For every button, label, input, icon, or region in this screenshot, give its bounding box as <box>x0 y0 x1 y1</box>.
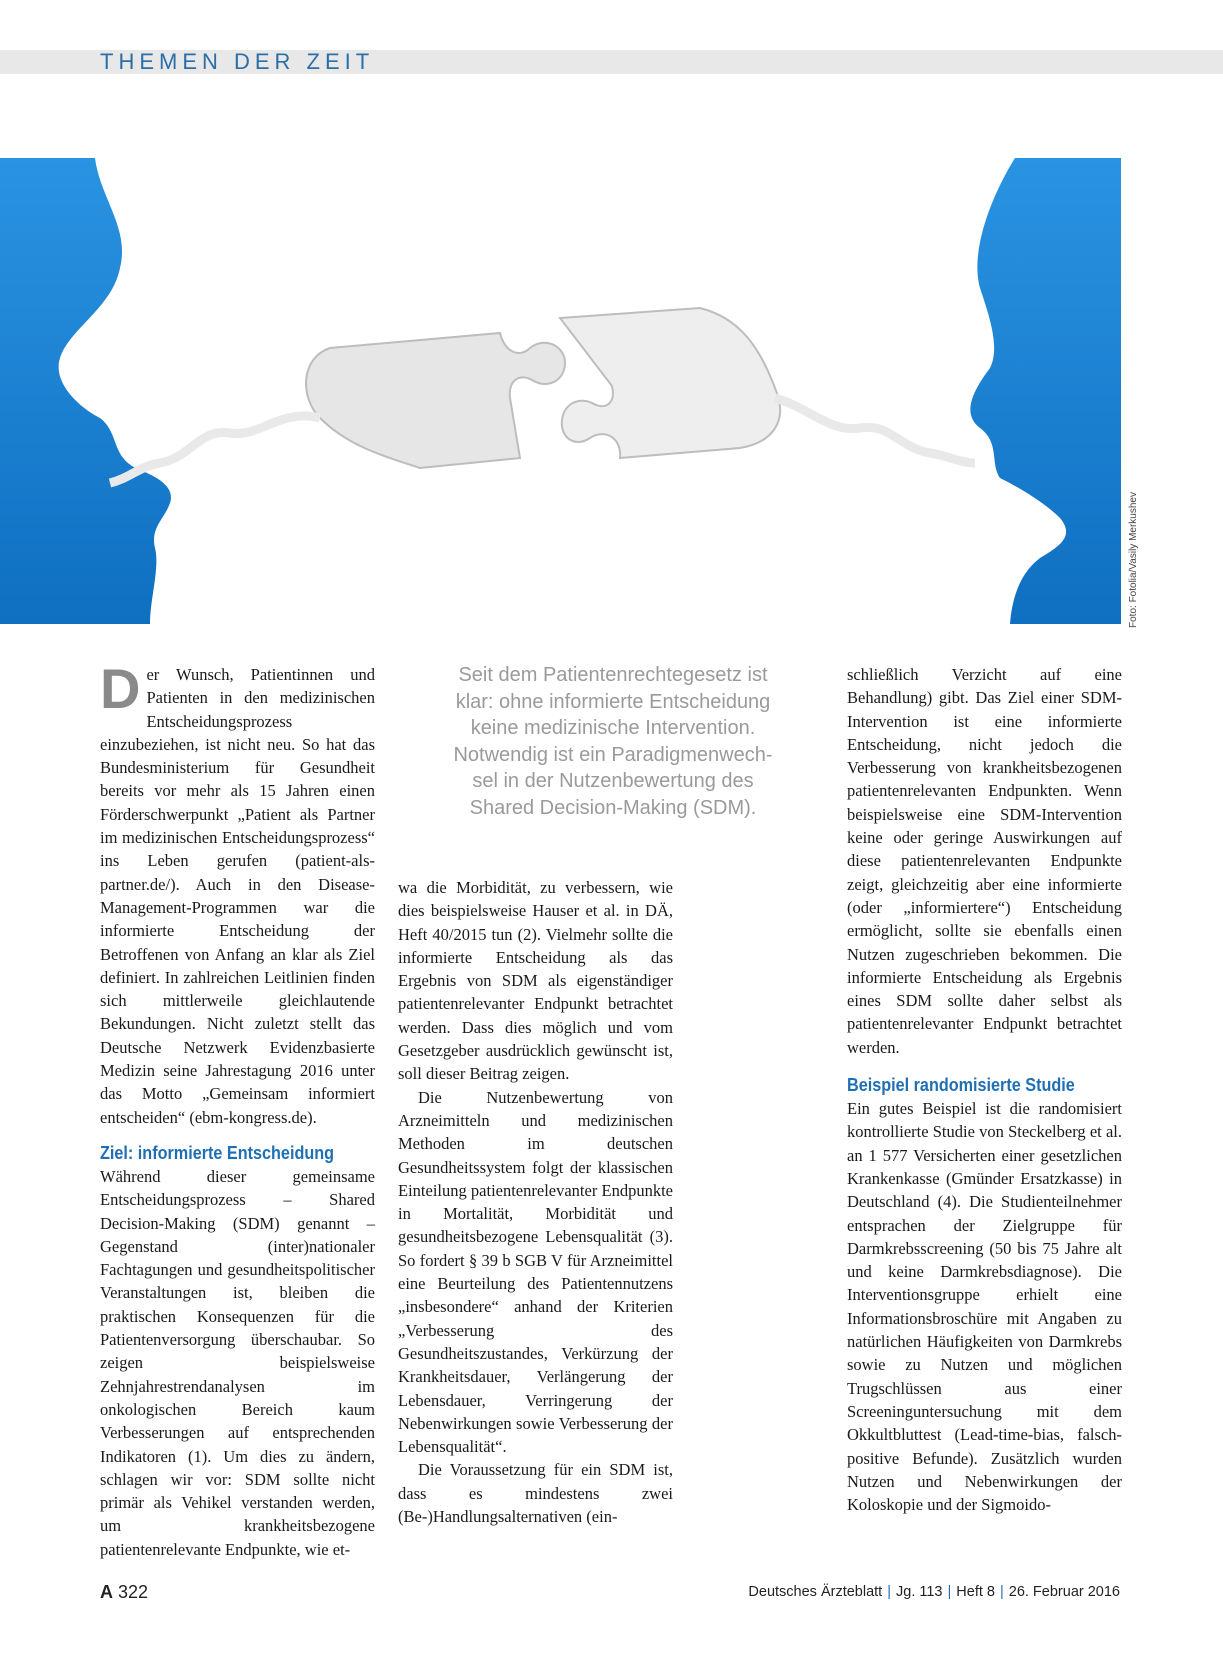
paragraph: Während dieser gemeinsame Entscheidungsprozess – Shared Decision-Making (SDM) genannt – Gegenstand (inter)nationaler Fachtagungen und gesundheitspolitischer Veranstaltungen ist, bleiben die praktischen Konsequenzen für die Patientenversorgung überschaubar. So zeigen beispielsweise Zehnjahrestrendanalysen im onkologischen Bereich kaum Verbesserungen auf entsprechenden Indikatoren (1). Um dies zu ändern, schlagen wir vor: SDM sollte nicht primär als Vehikel verstanden werden, um krankheitsbezogene patientenrelevante Endpunkte, wie et- <box>100 1166 375 1559</box>
paragraph: wa die Morbidität, zu verbessern, wie dies beispielsweise Hauser et al. in DÄ, Heft 40/2015 tun (2). Vielmehr sollte die informierte Entscheidung als das Ergebnis von SDM als eigenständiger patientenrelevanter Endpunkt betrachtet werden. Dass dies möglich und vom Gesetzgeber ausdrücklich gewünscht ist, soll dieser Beitrag zeigen. <box>398 878 673 1084</box>
pull-quote-line: sel in der Nutzenbewertung des <box>472 770 754 792</box>
pull-quote-line: klar: ohne informierte Entscheidung <box>455 690 771 713</box>
journal-issue: Heft 8 <box>956 1584 995 1600</box>
journal-date: 26. Februar 2016 <box>1008 1584 1120 1600</box>
separator: | <box>999 1584 1004 1600</box>
pull-quote-line: Seit dem Patientenrechtegesetz ist <box>458 664 768 686</box>
separator: | <box>887 1584 891 1600</box>
column-3 <box>847 663 1122 1516</box>
pull-quote-line: Notwendig ist ein Paradigmenwech- <box>453 743 773 766</box>
intro-paragraph <box>100 657 375 1129</box>
page-number-value: 322 <box>118 1582 149 1602</box>
pull-quote <box>418 662 808 821</box>
journal-volume: Jg. 113 <box>896 1584 943 1600</box>
page-prefix: A <box>100 1582 113 1602</box>
article-kicker: PATIENTENRECHTE <box>472 185 649 202</box>
paragraph: schließlich Verzicht auf eine Behandlung) gibt. Das Ziel einer SDM-Intervention ist eine informierte Entscheidung, nicht jedoch die Verbesserung von krankheitsbezogenen patientenrelevanten Endpunkten. Wenn beispielsweise eine SDM-Intervention keine oder geringe Auswirkungen auf diese patientenrelevanten Endpunkte zeigt, gleichzeitig aber eine informierte (oder „informiertere“) Entscheidung ermöglicht, sollte sie ebenfalls einen Nutzen zugeschrieben bekommen. Die informierte Entscheidung als Ergebnis eines SDM sollte daher selbst als patientenrelevanter Endpunkt betrachtet werden. <box>847 665 1122 1057</box>
column-1 <box>100 657 375 1561</box>
journal-name: Deutsches Ärzteblatt <box>748 1584 883 1600</box>
pull-quote-line: keine medizinische Intervention. <box>470 717 756 739</box>
article-title-line-1: Informierte Entscheidung als <box>233 226 888 289</box>
page-number <box>100 1582 148 1603</box>
paragraph: Ein gutes Beispiel ist die randomisiert kontrollierte Studie von Steckelberg et al. an 1 577 Versicherten einer gesetzlichen Krankenkasse (Gmünder Ersatzkasse) in Deutschland (4). Die Studienteilnehmer entsprachen der Zielgruppe für Darmkrebsscreening (50 bis 75 Jahre alt und keine Darmkrebsdiagnose). Die Interventionsgruppe erhielt eine Informationsbroschüre mit Angaben zu natürlichen Häufigkeiten von Darmkrebs sowie zu Nutzen und möglichen Trugschlüssen aus einer Screeninguntersuchung mit dem Okkultbluttest (Lead-time-bias, falsch-positive Befunde). Zusätzlich wurden Nutzen und Nebenwirkungen der Koloskopie und der Sigmoido- <box>847 1099 1122 1515</box>
subhead-ziel: Ziel: informierte Entscheidung <box>100 1142 335 1163</box>
column-2 <box>398 876 673 1528</box>
paragraph: Die Nutzenbewertung von Arzneimitteln und medizinischen Methoden im deutschen Gesundheitssystem folgt der klassischen Einteilung patientenrelevanter Endpunkte in Mortalität, Morbidität und gesundheitsbezogene Lebensqualität (3). So fordert § 39 b SGB V für Arzneimittel eine Beurteilung des Patientennutzens „insbesondere“ anhand der Kriterien „Verbesserung des Gesundheitszustandes, Verkürzung der Krankheitsdauer, Verlängerung der Lebensdauer, Verringerung der Nebenwirkungen sowie Verbesserung der Lebensqualität“. <box>398 1087 673 1457</box>
paragraph: Die Voraussetzung für ein SDM ist, dass es mindestens zwei (Be-)Handlungsalternativen (ein- <box>398 1460 673 1527</box>
section-label: THEMEN DER ZEIT <box>100 49 375 74</box>
subhead-beispiel: Beispiel randomisierte Studie <box>847 1075 1075 1096</box>
article-title-line-2: patientenrelevanter Endpunkt <box>225 524 896 587</box>
dropcap: D <box>100 657 141 720</box>
intro-text: er Wunsch, Patientinnen und Patienten in den medizinischen Entscheidungsprozess einzubeziehen, ist nicht neu. So hat das Bundesministerium für Gesundheit bereits vor mehr als 15 Jahren einen Förderschwerpunkt „Patient als Partner im medizinischen Entscheidungsprozess“ ins Leben gerufen (patient-als-partner.de/). Auch in den Disease-Management-Programmen war die informierte Entscheidung der Betroffenen von Anfang an klar als Ziel definiert. In zahlreichen Leitlinien finden sich mittlerweile gleichlautende Bekundungen. Nicht zuletzt stellt das Deutsche Netzwerk Evidenzbasierte Medizin seine Jahrestagung 2016 unter das Motto „Gemeinsam informiert entscheiden“ (ebm-kongress.de). <box>100 665 375 1127</box>
separator: | <box>947 1584 952 1600</box>
photo-credit: Foto: Fotolia/Vasily Merkushev <box>1128 492 1139 628</box>
pull-quote-line: Shared Decision-Making (SDM). <box>469 796 757 819</box>
journal-info <box>748 1584 1120 1600</box>
